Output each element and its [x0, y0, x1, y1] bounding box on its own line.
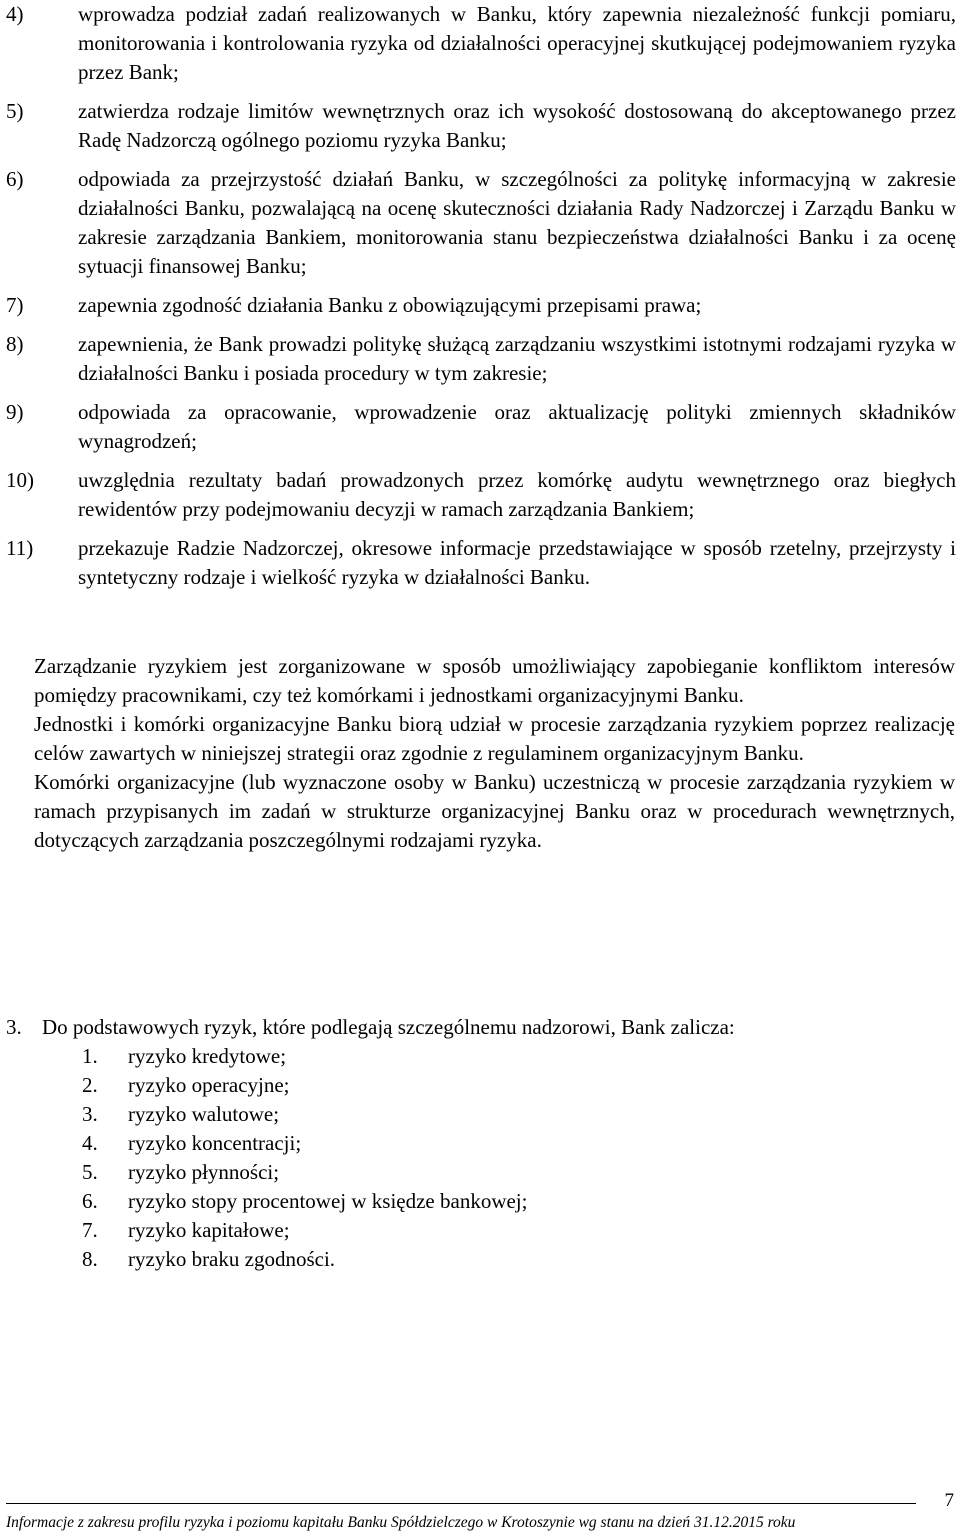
risk-number: 3.: [82, 1102, 98, 1126]
item-number: 4): [6, 2, 24, 26]
risk-name: ryzyko walutowe;: [128, 1102, 280, 1126]
risk-number: 7.: [82, 1218, 98, 1242]
page-number: 7: [944, 1490, 954, 1511]
risk-name: ryzyko stopy procentowej w księdze bankowej;: [128, 1189, 528, 1213]
list-item: [6, 330, 956, 388]
list-item: [82, 1100, 946, 1129]
risk-name: ryzyko kredytowe;: [128, 1044, 287, 1068]
item-number: 7): [6, 293, 24, 317]
list-item: [82, 1071, 946, 1100]
list-item: [82, 1187, 946, 1216]
risk-name: ryzyko operacyjne;: [128, 1073, 290, 1097]
list-item: [82, 1042, 946, 1071]
item-number: 11): [6, 536, 34, 560]
risk-number: 8.: [82, 1247, 98, 1271]
risk-number: 2.: [82, 1073, 98, 1097]
footer-text: Informacje z zakresu profilu ryzyka i poziomu kapitału Banku Spółdzielczego w Krotoszynie wg stanu na dzień 31.12.2015 roku: [6, 1514, 796, 1531]
paragraph: Komórki organizacyjne (lub wyznaczone osoby w Banku) uczestniczą w procesie zarządzania ryzykiem w ramach przypisanych im zadań w strukturze organizacyjnej Banku oraz w procedurach wewnętrznych, dotyczących zarządzania poszczególnymi rodzajami ryzyka.: [34, 770, 955, 852]
list-item: [82, 1158, 946, 1187]
section-3: [6, 1013, 946, 1274]
risk-number: 1.: [82, 1044, 98, 1068]
item-text: odpowiada za opracowanie, wprowadzenie oraz aktualizację polityki zmiennych składników wynagrodzeń;: [78, 400, 956, 453]
item-number: 9): [6, 400, 24, 424]
risk-number: 5.: [82, 1160, 98, 1184]
management-duties-list: [6, 0, 956, 602]
section-title: Do podstawowych ryzyk, które podlegają szczególnemu nadzorowi, Bank zalicza:: [42, 1015, 735, 1039]
list-item: [6, 291, 956, 320]
list-item: [6, 165, 956, 281]
item-text: zapewnienia, że Bank prowadzi politykę służącą zarządzaniu wszystkimi istotnymi rodzajami ryzyka w działalności Banku i posiada procedury w tym zakresie;: [78, 332, 956, 385]
risk-number: 6.: [82, 1189, 98, 1213]
risk-name: ryzyko kapitałowe;: [128, 1218, 290, 1242]
list-item: [6, 97, 956, 155]
item-text: przekazuje Radzie Nadzorczej, okresowe informacje przedstawiające w sposób rzetelny, przejrzysty i syntetyczny rodzaje i wielkość ryzyka w działalności Banku.: [78, 536, 956, 589]
list-item: [6, 534, 956, 592]
list-item: [6, 466, 956, 524]
list-item: [6, 0, 956, 87]
item-text: uwzględnia rezultaty badań prowadzonych przez komórkę audytu wewnętrznego oraz biegłych rewidentów przy podejmowaniu decyzji w ramach zarządzania Bankiem;: [78, 468, 956, 521]
item-number: 5): [6, 99, 24, 123]
item-number: 8): [6, 332, 24, 356]
item-text: odpowiada za przejrzystość działań Banku, w szczególności za politykę informacyjną w zakresie działalności Banku, pozwalającą na ocenę skuteczności działania Rady Nadzorczej i Zarządu Banku w zakresie zarządzania Bankiem, monitorowania stanu bezpieczeństwa działalności Banku i za ocenę sytuacji finansowej Banku;: [78, 167, 956, 278]
paragraph: Zarządzanie ryzykiem jest zorganizowane w sposób umożliwiający zapobieganie konfliktom interesów pomiędzy pracownikami, czy też komórkami i jednostkami organizacyjnymi Banku.: [34, 654, 955, 707]
list-item: [6, 398, 956, 456]
list-item: [82, 1216, 946, 1245]
footer-divider: [6, 1503, 916, 1504]
risk-list: [82, 1042, 946, 1274]
list-item: [82, 1245, 946, 1274]
item-number: 6): [6, 167, 24, 191]
risk-management-paragraphs: [34, 652, 955, 855]
section-heading: [6, 1013, 946, 1042]
risk-name: ryzyko koncentracji;: [128, 1131, 302, 1155]
section-number: 3.: [6, 1015, 22, 1039]
paragraph: Jednostki i komórki organizacyjne Banku biorą udział w procesie zarządzania ryzykiem poprzez realizację celów zawartych w niniejszej strategii oraz zgodnie z regulaminem organizacyjnym Banku.: [34, 712, 955, 765]
item-text: wprowadza podział zadań realizowanych w Banku, który zapewnia niezależność funkcji pomiaru, monitorowania i kontrolowania ryzyka od działalności operacyjnej skutkującej podejmowaniem ryzyka przez Bank;: [78, 2, 956, 84]
risk-number: 4.: [82, 1131, 98, 1155]
risk-name: ryzyko braku zgodności.: [128, 1247, 336, 1271]
item-number: 10): [6, 468, 34, 492]
item-text: zapewnia zgodność działania Banku z obowiązującymi przepisami prawa;: [78, 293, 702, 317]
risk-name: ryzyko płynności;: [128, 1160, 280, 1184]
list-item: [82, 1129, 946, 1158]
item-text: zatwierdza rodzaje limitów wewnętrznych oraz ich wysokość dostosowaną do akceptowanego przez Radę Nadzorczą ogólnego poziomu ryzyka Banku;: [78, 99, 956, 152]
